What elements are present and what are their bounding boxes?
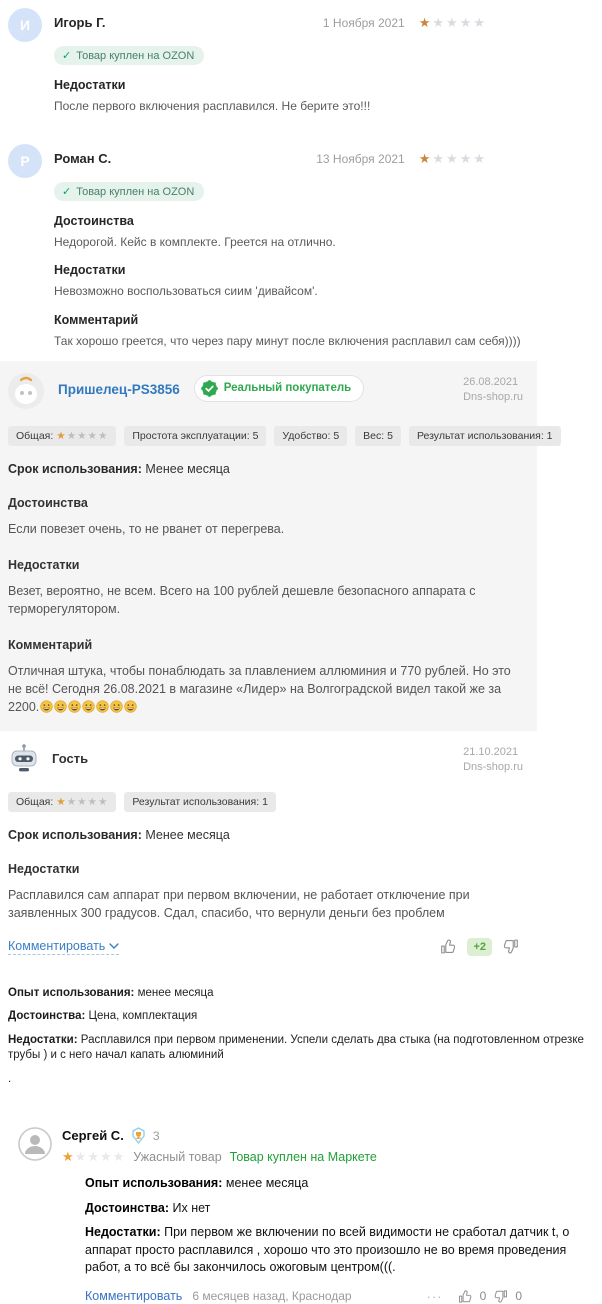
cons-value: Расплавился при первом применении. Успели сделать два стыка (на подготовленном отрезке трубы ) и с него начал капать алюминий: [8, 1033, 584, 1062]
pros-heading: Достоинства: [8, 495, 88, 510]
reviewer-name: Роман С.: [54, 151, 112, 167]
rating-stars: ★★★★★: [418, 15, 487, 30]
review-date: 21.10.2021: [463, 745, 519, 758]
real-buyer-badge: [194, 375, 364, 402]
review-date-source: [463, 375, 523, 406]
thumbs-up-icon[interactable]: [458, 1289, 473, 1304]
review-date: 1 Ноября 2021: [322, 16, 405, 30]
person-avatar-icon: [18, 1127, 52, 1165]
vote-count-badge: +2: [467, 938, 492, 956]
purchase-badge: [54, 182, 204, 201]
thumbs-down-icon[interactable]: [493, 1289, 508, 1304]
check-icon: ✓: [62, 186, 72, 199]
real-buyer-label: Реальный покупатель: [223, 382, 352, 395]
review-source: Dns-shop.ru: [463, 391, 523, 404]
rating-pill: Результат использования: 1: [124, 792, 276, 812]
trophy-badge-icon: [130, 1127, 147, 1144]
reviewer-name-link[interactable]: Пришелец-PS3856: [58, 381, 180, 397]
purchase-badge-label: Товар куплен на OZON: [76, 49, 195, 62]
pros-line: [8, 1009, 596, 1025]
cons-heading: Недостатки: [8, 557, 80, 572]
cons-heading: Недостатки: [54, 263, 126, 278]
cons-tail: .: [8, 1072, 12, 1085]
usage-label: Срок использования:: [8, 827, 142, 842]
usage-value: Менее месяца: [145, 827, 230, 842]
badge-count: 3: [152, 1128, 160, 1143]
cons-value: При первом же включении по всей видимости не сработал датчик t, о аппарат просто расплавился , хорошо что это произошло не во время проведения работ, а то всё бы закончилось ожоговым центром(((.: [85, 1225, 570, 1275]
pros-heading: Достоинства: [54, 214, 134, 229]
cons-label: Недостатки:: [85, 1225, 161, 1240]
cons-text: Везет, вероятно, не всем. Всего на 100 рублей дешевле безопасного аппарата с терморегулятором.: [8, 583, 476, 616]
more-options-button[interactable]: ···: [426, 1288, 443, 1304]
rating-pill: Результат использования: 1: [409, 426, 561, 446]
experience-value: менее месяца: [137, 986, 214, 999]
rating-pill-row: [8, 792, 525, 812]
overall-rating-pill: [8, 426, 116, 446]
cons-label: Недостатки:: [8, 1033, 78, 1046]
overall-label: Общая:: [16, 429, 54, 442]
verified-gear-icon: [201, 380, 218, 397]
review-igor: [0, 0, 533, 114]
rating-pill-row: [8, 426, 553, 446]
rating-pill: Вес: 5: [355, 426, 401, 446]
reviewer-name: Гость: [52, 750, 89, 766]
overall-label: Общая:: [16, 795, 54, 808]
review-plain-summary: [0, 956, 602, 1088]
pros-text: Если повезет очень, то не рванет от перегрева.: [8, 521, 285, 536]
pros-value: Цена, комплектация: [88, 1010, 198, 1023]
rating-text: Ужасный товар: [133, 1150, 222, 1165]
cons-text: После первого включения расплавился. Не берите это!!!: [54, 99, 371, 113]
usage-line: [8, 462, 525, 476]
chevron-down-icon: [109, 943, 119, 949]
thumbs-down-icon[interactable]: [502, 938, 519, 955]
comment-button-label: Комментировать: [8, 938, 106, 953]
pros-label: Достоинства:: [85, 1200, 170, 1215]
usage-value: Менее месяца: [145, 461, 230, 476]
dislikes-count: 0: [515, 1289, 522, 1304]
review-meta: 6 месяцев назад, Краснодар: [192, 1289, 352, 1304]
check-icon: ✓: [62, 50, 72, 62]
robot-avatar-icon: [8, 743, 40, 778]
experience-label: Опыт использования:: [8, 986, 135, 999]
overall-rating-pill: [8, 792, 116, 812]
likes-count: 0: [479, 1289, 487, 1304]
grinning-emoji-row: [39, 700, 137, 714]
review-roman: [0, 114, 533, 349]
experience-line: [85, 1175, 594, 1193]
pros-value: Их нет: [172, 1200, 211, 1215]
cons-heading: Недостатки: [54, 78, 126, 92]
cons-line: [8, 1033, 596, 1064]
usage-line: [8, 828, 525, 842]
pros-line: [85, 1200, 594, 1218]
review-date: 26.08.2021: [463, 375, 519, 388]
review-date-source: [463, 745, 523, 776]
cons-heading: Недостатки: [8, 861, 80, 876]
review-dns-guest: [0, 733, 537, 956]
experience-line: [8, 986, 596, 1002]
reviewer-name: Игорь Г.: [54, 15, 106, 30]
cons-line: [85, 1224, 594, 1277]
comment-button[interactable]: Комментировать: [85, 1289, 183, 1304]
experience-label: Опыт использования:: [85, 1176, 223, 1191]
comment-button[interactable]: [8, 939, 119, 955]
cons-text: Расплавился сам аппарат при первом включении, не работает отключение при заявленных 300 градусов. Сдал, спасибо, что вернули деньги без проблем: [8, 887, 470, 920]
purchase-badge-link[interactable]: Товар куплен на Маркете: [229, 1150, 377, 1165]
alien-avatar-icon: [8, 373, 44, 412]
rating-stars: ★★★★★: [56, 795, 109, 808]
rating-pill: Простота эксплуатации: 5: [124, 426, 266, 446]
purchase-badge-label: Товар куплен на OZON: [76, 185, 195, 198]
purchase-badge: [54, 46, 204, 65]
thumbs-up-icon[interactable]: [440, 938, 457, 955]
review-source: Dns-shop.ru: [463, 760, 523, 773]
comment-text: Так хорошо греется, что через пару минут после включения расплавил сам себя)))): [54, 333, 521, 348]
comment-body: Отличная штука, чтобы понаблюдать за плавлением аллюминия и 770 рублей. Но это не всё! Сегодня 26.08.2021 в магазине «Лидер» на Волгоградской видел такой же за 2200.: [8, 664, 511, 715]
comment-heading: Комментарий: [8, 638, 93, 653]
comment-text: [8, 662, 525, 716]
rating-stars: ★★★★★: [418, 151, 487, 167]
review-date: 13 Ноября 2021: [316, 152, 405, 167]
usage-label: Срок использования:: [8, 461, 142, 476]
pros-text: Недорогой. Кейс в комплекте. Греется на отлично.: [54, 235, 336, 250]
comment-heading: Комментарий: [54, 312, 139, 327]
rating-stars: ★★★★★: [62, 1149, 126, 1165]
review-market-sergey: [0, 1087, 602, 1304]
reviewer-name: Сергей С.: [62, 1128, 124, 1144]
cons-text: Невозможно воспользоваться сиим 'дивайсом'.: [54, 284, 318, 299]
avatar: И: [8, 8, 42, 42]
avatar: Р: [8, 144, 42, 178]
rating-stars: ★★★★★: [56, 429, 109, 442]
rating-pill: Удобство: 5: [274, 426, 347, 446]
pros-label: Достоинства:: [8, 1010, 86, 1023]
review-dns-prishelec: [0, 361, 553, 731]
experience-value: менее месяца: [225, 1176, 309, 1191]
